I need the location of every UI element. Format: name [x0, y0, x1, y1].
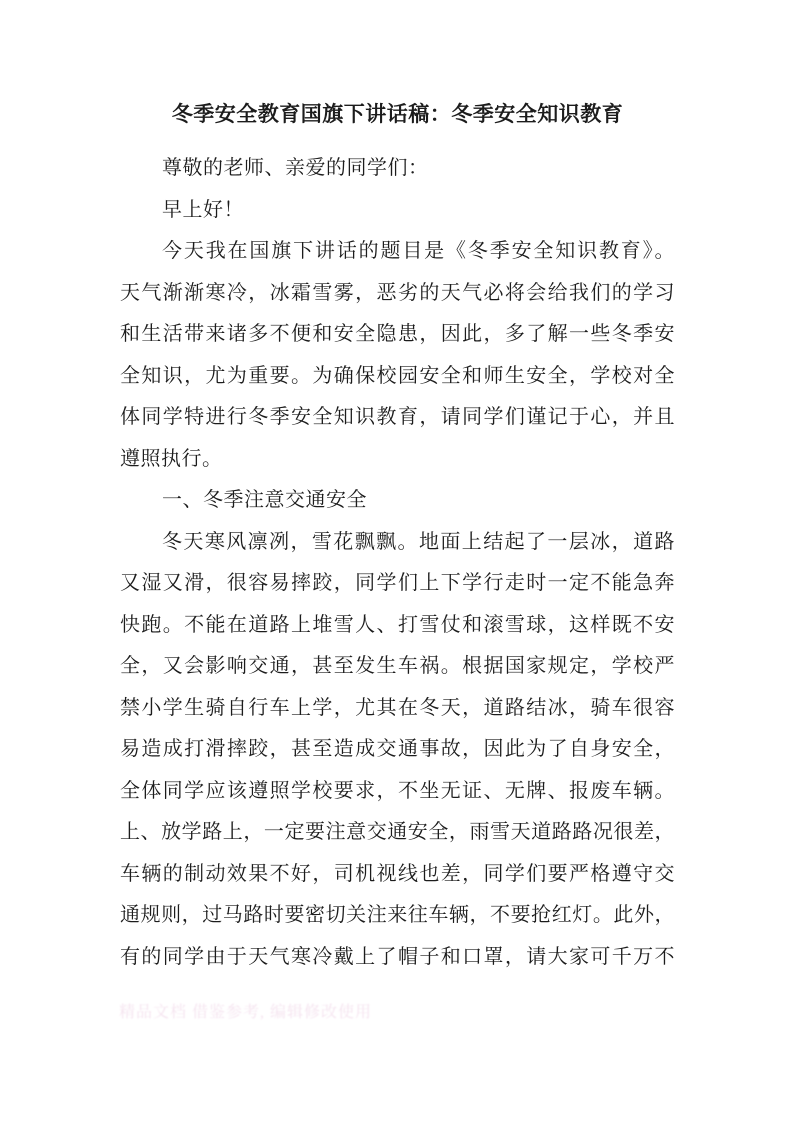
text-line: 又湿又滑，很容易摔跤，同学们上下学行走时一定不能急奔 [120, 572, 675, 594]
text-line: 车辆的制动效果不好，司机视线也差，同学们要严格遵守交 [120, 862, 675, 885]
text-line: 和生活带来诸多不便和安全隐患，因此，多了解一些冬季安 [120, 323, 675, 345]
text-line: 通规则，过马路时要密切关注来往车辆，不要抢红灯。此外， [120, 904, 675, 926]
text-line: 冬天寒风凛冽，雪花飘飘。地面上结起了一层冰，道路 [162, 530, 675, 553]
text-line: 易造成打滑摔跤，甚至造成交通事故，因此为了自身安全， [120, 738, 675, 760]
document-title: 冬季安全教育国旗下讲话稿：冬季安全知识教育 [171, 102, 624, 126]
text-line: 快跑。不能在道路上堆雪人、打雪仗和滚雪球，这样既不安 [120, 613, 675, 636]
text-line: 遵照执行。 [120, 447, 223, 470]
text-line: 全体同学应该遵照学校要求，不坐无证、无牌、报废车辆。 [120, 779, 675, 802]
text-line: 天气渐渐寒冷，冰霜雪雾，恶劣的天气必将会给我们的学习 [120, 281, 675, 304]
text-line: 有的同学由于天气寒冷戴上了帽子和口罩，请大家可千万不 [120, 945, 675, 968]
text-line: 一、冬季注意交通安全 [162, 489, 367, 511]
text-line: 全知识，尤为重要。为确保校园安全和师生安全，学校对全 [120, 364, 675, 387]
text-line: 尊敬的老师、亲爱的同学们： [162, 157, 429, 179]
text-line: 上、放学路上，一定要注意交通安全，雨雪天道路路况很差， [120, 821, 675, 843]
document-content [120, 93, 675, 978]
text-line: 早上好！ [162, 198, 244, 221]
watermark-text: 精品文档 借鉴参考, 编辑修改使用 [119, 1004, 373, 1021]
text-line: 今天我在国旗下讲话的题目是《冬季安全知识教育》。 [162, 240, 675, 262]
text-line: 禁小学生骑自行车上学，尤其在冬天，道路结冰，骑车很容 [120, 696, 675, 719]
document-body [120, 148, 675, 978]
text-line: 体同学特进行冬季安全知识教育，请同学们谨记于心，并且 [120, 406, 675, 428]
text-line: 全，又会影响交通，甚至发生车祸。根据国家规定，学校严 [120, 655, 675, 677]
